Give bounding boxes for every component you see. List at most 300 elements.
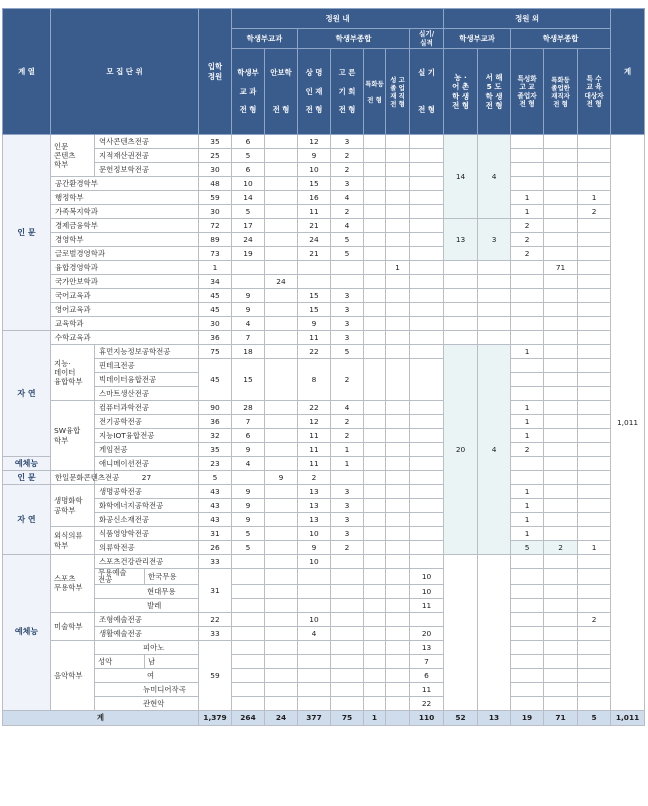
total-teukhwa-jaejik: 71 [544, 710, 578, 725]
cell-silgi [410, 275, 444, 289]
cell-seonggo [386, 499, 410, 513]
unit-name: 스포츠건강관리전공 [95, 555, 199, 569]
group-yechaeneung-2: 예체능 [3, 555, 51, 711]
cell-silgi [410, 135, 444, 149]
group-inmun-2: 인 문 [3, 471, 51, 485]
cell-anbo [265, 682, 298, 696]
cell-anbo [265, 598, 298, 612]
cell-goreun [331, 569, 364, 585]
cell-seohae [478, 303, 511, 317]
cell-teukhwa-jaejik [544, 163, 578, 177]
cell-seonggo [386, 163, 410, 177]
cell-seonggo [386, 668, 410, 682]
cell-ipjeong-merged: 59 [199, 640, 232, 710]
cell-goreun: 2 [331, 163, 364, 177]
unit-name: 행정학부 [51, 191, 199, 205]
cell-teukhwa-jaejik [544, 289, 578, 303]
cell-goreun [331, 275, 364, 289]
cell-teukseonghwa [511, 331, 544, 345]
cell-teukhwa-jaejik [544, 401, 578, 415]
cell-teukhwa [364, 584, 386, 598]
cell-teukhwa [364, 612, 386, 626]
unit-name: 영어교육과 [51, 303, 199, 317]
cell-sangmyung: 9 [265, 471, 298, 485]
cell-teukhwa [331, 471, 364, 485]
cell-ipjeong: 25 [199, 149, 232, 163]
cell-teukhwa [364, 205, 386, 219]
cell-kyogwa: 6 [232, 135, 265, 149]
cell-anbo [265, 233, 298, 247]
cell-sangmyung [298, 654, 331, 668]
total-seonggo [386, 710, 410, 725]
cell-anbo [265, 401, 298, 415]
unit-name: 화학에너지공학전공 [95, 499, 199, 513]
cell-sangmyung: 12 [298, 415, 331, 429]
cell-teuksu [578, 668, 611, 682]
cell-anbo [265, 135, 298, 149]
cell-seonggo [386, 317, 410, 331]
cell-anbo [265, 415, 298, 429]
cell-sangmyung: 10 [298, 612, 331, 626]
cell-sangmyung: 15 [298, 177, 331, 191]
cell-teuksu: 2 [578, 612, 611, 626]
cell-anbo [265, 289, 298, 303]
cell-kyogwa: 24 [232, 233, 265, 247]
cell-ipjeong: 30 [199, 317, 232, 331]
cell-ipjeong: 1 [199, 261, 232, 275]
cell-teukhwa-merged [364, 359, 386, 401]
cell-seohae [478, 331, 511, 345]
cell-teukhwa [364, 261, 386, 275]
cell-teuksu [578, 331, 611, 345]
header-col-teukhwa: 특화등 전 형 [364, 49, 386, 135]
cell-kyogwa: 9 [232, 499, 265, 513]
subgroup-dance: 무용예술 전공 [95, 569, 145, 584]
cell-goreun: 3 [331, 513, 364, 527]
cell-kyogwa: 14 [232, 191, 265, 205]
cell-silgi [386, 471, 410, 485]
cell-seonggo [386, 584, 410, 598]
table-row [3, 443, 645, 457]
table-row [3, 640, 645, 654]
cell-goreun: 3 [331, 317, 364, 331]
cell-silgi: 7 [410, 654, 444, 668]
cell-kyogwa: 5 [199, 471, 232, 485]
cell-teukseonghwa [511, 317, 544, 331]
cell-anbo [265, 541, 298, 555]
subgroup-music: 음악학부 [51, 640, 95, 710]
cell-ipjeong: 43 [199, 485, 232, 499]
cell-teukseonghwa: 1 [511, 527, 544, 541]
cell-seohae-empty [478, 555, 511, 711]
cell-sangmyung: 13 [298, 485, 331, 499]
table-row [3, 359, 645, 373]
cell-sangmyung: 9 [298, 541, 331, 555]
cell-sangmyung: 9 [298, 149, 331, 163]
total-row [3, 710, 645, 725]
cell-teukhwa [364, 233, 386, 247]
cell-seonggo [386, 429, 410, 443]
cell-teukhwa [364, 415, 386, 429]
cell-teukhwa [364, 149, 386, 163]
cell-teukhwa [364, 668, 386, 682]
cell-teukhwa-jaejik [544, 429, 578, 443]
dance-inner-table [95, 569, 198, 584]
cell-kyogwa: 18 [232, 345, 265, 359]
cell-goreun: 2 [331, 541, 364, 555]
cell-silgi [410, 233, 444, 247]
cell-teukhwa [364, 696, 386, 710]
unit-name: 스마트생산전공 [95, 387, 199, 401]
cell-silgi [410, 331, 444, 345]
cell-teukhwa [364, 457, 386, 471]
cell-teukseonghwa [511, 275, 544, 289]
unit-name: 한일문화콘텐츠전공 [51, 471, 95, 485]
cell-kyogwa-merged: 15 [232, 359, 265, 401]
unit-name: 식품영양학전공 [95, 527, 199, 541]
cell-teukseonghwa [511, 584, 544, 598]
cell-silgi [410, 149, 444, 163]
cell-teukhwa-jaejik [544, 485, 578, 499]
header-col-sangmyung: 상 명 인 재 전 형 [298, 49, 331, 135]
cell-silgi [410, 163, 444, 177]
cell-kyogwa [232, 640, 265, 654]
table-row [3, 303, 645, 317]
cell-teukseonghwa: 2 [511, 233, 544, 247]
cell-seonggo [386, 527, 410, 541]
cell-goreun [331, 640, 364, 654]
cell-ipjeong: 72 [199, 219, 232, 233]
table-row [3, 485, 645, 499]
cell-teukhwa-jaejik [544, 373, 578, 387]
cell-seonggo [386, 345, 410, 359]
total-ipjeong: 1,379 [199, 710, 232, 725]
cell-seohae-merged: 2 [544, 541, 578, 555]
unit-name: 생활예술전공 [95, 626, 199, 640]
cell-teuksu [578, 303, 611, 317]
header-col-seohae: 서 해 5 도 학 생 전 형 [478, 49, 511, 135]
cell-sangmyung: 24 [298, 233, 331, 247]
cell-goreun [331, 612, 364, 626]
cell-grand-total: 1,011 [611, 135, 645, 711]
admission-quota-table [2, 8, 645, 726]
cell-ipjeong: 43 [199, 513, 232, 527]
cell-teukhwa [364, 135, 386, 149]
cell-goreun [331, 584, 364, 598]
unit-name: 국어교육과 [51, 289, 199, 303]
cell-goreun: 3 [331, 289, 364, 303]
header-col-teuksu: 특 수 교 육 대상자 전 형 [578, 49, 611, 135]
cell-seonggo [386, 233, 410, 247]
cell-sangmyung: 21 [298, 219, 331, 233]
unit-name: 문헌정보학전공 [95, 163, 199, 177]
cell-silgi [410, 541, 444, 555]
cell-teuksu [578, 177, 611, 191]
cell-noeochon [444, 289, 478, 303]
cell-kyogwa [232, 612, 265, 626]
cell-noeochon-empty [444, 555, 478, 711]
cell-kyogwa: 5 [232, 205, 265, 219]
voice-inner-table [95, 655, 198, 668]
cell-ipjeong: 32 [199, 429, 232, 443]
cell-teukhwa-jaejik [544, 233, 578, 247]
table-row [3, 247, 645, 261]
cell-teukhwa-jaejik [544, 696, 578, 710]
cell-teukseonghwa [511, 626, 544, 640]
cell-goreun: 2 [298, 471, 331, 485]
total-silgi: 110 [410, 710, 444, 725]
dance-unit-cell [95, 569, 199, 585]
cell-teukhwa [364, 191, 386, 205]
unit-name: 교육학과 [51, 317, 199, 331]
cell-anbo [265, 612, 298, 626]
cell-ipjeong: 45 [199, 289, 232, 303]
cell-noeochon-merged: 20 [444, 345, 478, 555]
cell-teukhwa-jaejik [544, 682, 578, 696]
cell-seonggo [386, 569, 410, 585]
cell-goreun [331, 555, 364, 569]
unit-name: 지적재산권전공 [95, 149, 199, 163]
table-row [3, 569, 645, 585]
cell-anbo [265, 499, 298, 513]
cell-kyogwa [232, 555, 265, 569]
cell-kyogwa: 4 [232, 317, 265, 331]
cell-seonggo [386, 626, 410, 640]
cell-seonggo [386, 485, 410, 499]
cell-teukseonghwa [511, 569, 544, 585]
subgroup-voice: 성악 [95, 655, 145, 668]
cell-teuksu [578, 640, 611, 654]
cell-sangmyung: 11 [298, 205, 331, 219]
cell-seonggo [386, 654, 410, 668]
cell-goreun: 3 [331, 135, 364, 149]
cell-seohae-merged: 4 [478, 345, 511, 555]
table-row [3, 584, 645, 598]
cell-teukhwa-jaejik [544, 640, 578, 654]
cell-seohae [478, 317, 511, 331]
unit-name: 빅데이터융합전공 [95, 373, 199, 387]
table-row [3, 177, 645, 191]
cell-sangmyung: 11 [298, 457, 331, 471]
table-row [3, 233, 645, 247]
cell-teuksu [578, 275, 611, 289]
table-row [3, 331, 645, 345]
cell-anbo [265, 527, 298, 541]
cell-silgi [410, 289, 444, 303]
cell-goreun: 2 [331, 429, 364, 443]
cell-ipjeong: 31 [199, 527, 232, 541]
total-gye: 1,011 [611, 710, 645, 725]
cell-ipjeong: 35 [199, 443, 232, 457]
cell-teukhwa-jaejik [544, 626, 578, 640]
total-teuksu: 5 [578, 710, 611, 725]
cell-ipjeong: 35 [199, 135, 232, 149]
cell-silgi [410, 177, 444, 191]
cell-sangmyung: 4 [298, 626, 331, 640]
cell-sangmyung: 12 [298, 135, 331, 149]
total-goreun: 75 [331, 710, 364, 725]
cell-kyogwa [232, 668, 265, 682]
cell-teuksu [578, 598, 611, 612]
cell-seonggo [386, 640, 410, 654]
cell-teuksu [578, 359, 611, 373]
table-row [3, 219, 645, 233]
cell-teukseonghwa [511, 359, 544, 373]
dance-inner-row [95, 569, 198, 584]
cell-teukseonghwa: 1 [578, 541, 611, 555]
cell-teukhwa [364, 527, 386, 541]
cell-ipjeong: 36 [199, 331, 232, 345]
cell-teukseonghwa [511, 555, 544, 569]
cell-anbo [265, 654, 298, 668]
cell-anbo [265, 149, 298, 163]
cell-sangmyung: 22 [298, 401, 331, 415]
unit-name: 공간환경학부 [51, 177, 199, 191]
unit-name: 수학교육과 [51, 331, 199, 345]
cell-silgi [410, 247, 444, 261]
cell-teukseonghwa [511, 387, 544, 401]
cell-teuksu [578, 443, 611, 457]
cell-seonggo [386, 555, 410, 569]
cell-kyogwa: 9 [232, 485, 265, 499]
cell-teuksu [578, 499, 611, 513]
cell-sangmyung: 11 [298, 331, 331, 345]
unit-name: 남 [148, 656, 156, 666]
cell-sangmyung [298, 275, 331, 289]
table-row [3, 429, 645, 443]
cell-seonggo [386, 205, 410, 219]
cell-ipjeong: 48 [199, 177, 232, 191]
cell-teukhwa-jaejik [544, 499, 578, 513]
cell-teukseonghwa: 2 [511, 247, 544, 261]
cell-goreun: 2 [331, 415, 364, 429]
cell-teukseonghwa: 1 [511, 429, 544, 443]
cell-silgi [410, 317, 444, 331]
unit-name: 전기공학전공 [95, 415, 199, 429]
cell-seonggo [386, 303, 410, 317]
cell-teukhwa-jaejik [544, 303, 578, 317]
cell-sangmyung: 11 [298, 443, 331, 457]
cell-sangmyung: 21 [298, 247, 331, 261]
cell-teukhwa [364, 401, 386, 415]
cell-anbo [265, 205, 298, 219]
unit-name: 여 [95, 668, 199, 682]
cell-sangmyung: 16 [298, 191, 331, 205]
cell-kyogwa: 9 [232, 303, 265, 317]
cell-goreun [331, 261, 364, 275]
header-gye: 계 [611, 9, 645, 135]
cell-anbo [265, 317, 298, 331]
cell-noeochon-merged: 14 [444, 135, 478, 219]
cell-noeochon [444, 303, 478, 317]
cell-ipjeong-merged: 45 [199, 359, 232, 401]
cell-anbo [265, 443, 298, 457]
cell-goreun: 2 [331, 205, 364, 219]
table-row [3, 163, 645, 177]
cell-silgi [410, 612, 444, 626]
cell-noeochon [444, 275, 478, 289]
cell-seonggo [386, 275, 410, 289]
cell-teukhwa-jaejik [544, 317, 578, 331]
cell-teuksu [578, 261, 611, 275]
cell-teukseonghwa [511, 261, 544, 275]
header-nae-hakbugyogwa: 학생부교과 [232, 29, 298, 49]
cell-teukhwa-jaejik [544, 443, 578, 457]
table-row [3, 261, 645, 275]
cell-goreun: 4 [331, 401, 364, 415]
header-col-silgi: 실 기 전 형 [410, 49, 444, 135]
cell-teukhwa [364, 317, 386, 331]
table-row [3, 668, 645, 682]
cell-anbo-merged [265, 359, 298, 401]
header-ipjeong: 입학 정원 [199, 9, 232, 135]
cell-teukhwa [364, 499, 386, 513]
cell-teuksu [578, 429, 611, 443]
cell-teuksu: 2 [578, 205, 611, 219]
cell-kyogwa [232, 275, 265, 289]
cell-teukseonghwa [511, 696, 544, 710]
cell-teuksu [544, 471, 578, 485]
cell-ipjeong: 22 [199, 612, 232, 626]
cell-kyogwa: 5 [232, 149, 265, 163]
header-col-goreun: 고 른 기 회 전 형 [331, 49, 364, 135]
cell-teukhwa-jaejik [544, 555, 578, 569]
cell-teukseonghwa [511, 682, 544, 696]
cell-silgi [410, 345, 444, 359]
subgroup-bio: 생명화학 공학부 [51, 485, 95, 527]
unit-name: 피아노 [95, 640, 199, 654]
cell-anbo [232, 471, 265, 485]
cell-teukseonghwa [511, 149, 544, 163]
unit-name: 휴먼지능정보공학전공 [95, 345, 199, 359]
cell-teukhwa [364, 654, 386, 668]
cell-teukseonghwa [511, 163, 544, 177]
cell-anbo [265, 485, 298, 499]
cell-goreun: 4 [331, 219, 364, 233]
cell-kyogwa: 19 [232, 247, 265, 261]
header-oe-hakbujonghap: 학생부종합 [511, 29, 611, 49]
table-row [3, 135, 645, 149]
cell-seonggo [386, 149, 410, 163]
cell-teukhwa [364, 640, 386, 654]
cell-anbo [265, 457, 298, 471]
cell-kyogwa: 28 [232, 401, 265, 415]
cell-goreun: 2 [331, 149, 364, 163]
table-row [3, 149, 645, 163]
header-col-kyogwa: 학생부 교 과 전 형 [232, 49, 265, 135]
cell-noeochon [444, 317, 478, 331]
header-mojip: 모 집 단 위 [51, 9, 199, 135]
unit-name: 핀테크전공 [95, 359, 199, 373]
unit-name: 한국무용 [148, 571, 177, 581]
cell-teukhwa [364, 345, 386, 359]
table-row [3, 527, 645, 541]
cell-silgi [410, 191, 444, 205]
cell-teukhwa [364, 289, 386, 303]
cell-teukhwa [364, 247, 386, 261]
cell-anbo [265, 219, 298, 233]
cell-teuksu [578, 555, 611, 569]
cell-teuksu [578, 345, 611, 359]
group-yechaeneung-1: 예체능 [3, 457, 51, 471]
cell-kyogwa: 6 [232, 429, 265, 443]
cell-ipjeong: 23 [199, 457, 232, 471]
header-jeongwon-oe: 정원 외 [444, 9, 611, 29]
cell-teukhwa-jaejik [544, 598, 578, 612]
unit-name: 생명공학전공 [95, 485, 199, 499]
cell-seonggo [386, 612, 410, 626]
cell-ipjeong: 59 [199, 191, 232, 205]
